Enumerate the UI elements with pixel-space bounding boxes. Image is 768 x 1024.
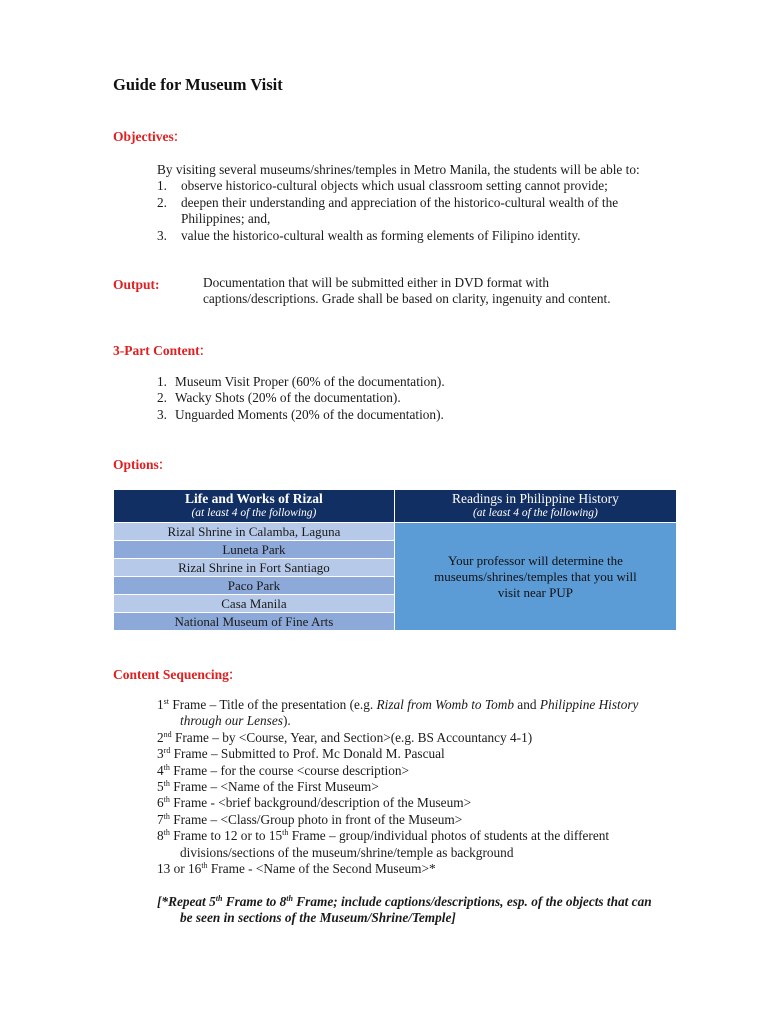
- list-text: observe historico-cultural objects which usual classroom setting cannot provide;: [181, 178, 608, 194]
- table-row: [114, 523, 677, 541]
- list-number: 2.: [157, 194, 167, 210]
- table-cell: Casa Manila: [114, 595, 395, 613]
- options-heading: [113, 456, 163, 474]
- frame-4: 4th Frame – for the course <course description>: [157, 762, 410, 778]
- frame-5: 5th Frame – <Name of the First Museum>: [157, 779, 379, 795]
- right-column-header: [394, 490, 676, 523]
- list-item: [157, 374, 657, 390]
- right-header-subtitle: (at least 4 of the following): [472, 507, 598, 519]
- list-text: Wacky Shots (20% of the documentation).: [175, 390, 401, 406]
- list-number: 3.: [157, 227, 167, 243]
- options-table: [113, 489, 677, 631]
- table-cell: Luneta Park: [114, 541, 395, 559]
- sequencing-heading: [113, 666, 233, 684]
- list-item: [157, 195, 677, 228]
- left-column-header: [114, 490, 395, 523]
- sequencing-list: [157, 697, 677, 877]
- output-line-2: captions/descriptions. Grade shall be based on clarity, ingenuity and content.: [203, 291, 611, 307]
- right-column-cell: [394, 523, 676, 631]
- list-text: Museum Visit Proper (60% of the documentation).: [175, 374, 445, 389]
- frame-13: 13 or 16th Frame - <Name of the Second Museum>*: [157, 861, 436, 877]
- table-cell: Rizal Shrine in Fort Santiago: [114, 559, 395, 577]
- frame-8: 8th Frame to 12 or to 15th Frame – group/individual photos of students at the different: [157, 828, 610, 844]
- options-label: Options: [113, 457, 159, 472]
- objectives-label: Objectives: [113, 129, 174, 144]
- table-cell: Rizal Shrine in Calamba, Laguna: [114, 523, 395, 541]
- objectives-intro: By visiting several museums/shrines/temples in Metro Manila, the students will be able to:: [157, 162, 640, 177]
- frame-1-continuation: through our Lenses).: [180, 713, 291, 729]
- list-number: 1.: [157, 374, 167, 389]
- frame-6: 6th Frame - <brief background/description of the Museum>: [157, 795, 472, 811]
- list-text: value the historico-cultural wealth as forming elements of Filipino identity.: [181, 227, 581, 243]
- three-part-block: [157, 374, 657, 423]
- objectives-list: [157, 178, 677, 244]
- left-header-title: Life and Works of Rizal: [185, 491, 323, 506]
- three-part-colon: :: [199, 342, 205, 359]
- list-number: 2.: [157, 390, 167, 406]
- list-text-continuation: Philippines; and,: [181, 211, 271, 227]
- frame-1: 1st Frame – Title of the presentation (e.g. Rizal from Womb to Tomb and Philippine History: [157, 697, 639, 712]
- objectives-colon: :: [173, 128, 179, 145]
- options-colon: :: [158, 456, 164, 473]
- list-item: [157, 178, 677, 194]
- objectives-heading: [113, 128, 178, 146]
- right-cell-text: Your professor will determine the museums/shrines/temples that you will visit near PUP: [434, 552, 637, 600]
- output-heading: [113, 276, 160, 294]
- list-item: [157, 228, 677, 244]
- sequencing-colon: :: [228, 666, 234, 683]
- frame-3: 3rd Frame – Submitted to Prof. Mc Donald M. Pascual: [157, 746, 445, 762]
- sequencing-label: Content Sequencing: [113, 667, 229, 682]
- table-header-row: [114, 490, 677, 523]
- list-text: deepen their understanding and appreciation of the historico-cultural wealth of the: [181, 194, 619, 210]
- table-cell: Paco Park: [114, 577, 395, 595]
- table-cell: National Museum of Fine Arts: [114, 613, 395, 631]
- right-header-title: Readings in Philippine History: [451, 491, 619, 506]
- frame-8-continuation: divisions/sections of the museum/shrine/temple as background: [180, 844, 514, 860]
- three-part-label: 3-Part Content: [113, 343, 200, 358]
- list-item: [157, 407, 657, 423]
- frame-7: 7th Frame – <Class/Group photo in front of the Museum>: [157, 811, 463, 827]
- list-number: 1.: [157, 178, 167, 194]
- output-block: [203, 275, 683, 308]
- repeat-note-line-2: be seen in sections of the Museum/Shrine/Temple]: [180, 910, 456, 926]
- repeat-note-line-1: [*Repeat 5th Frame to 8th Frame; include captions/descriptions, esp. of the objects that can: [157, 894, 652, 909]
- list-number: 3.: [157, 406, 167, 422]
- output-label: Output:: [113, 277, 160, 292]
- objectives-block: [157, 162, 677, 244]
- three-part-heading: [113, 342, 204, 360]
- left-header-subtitle: (at least 4 of the following): [191, 507, 317, 519]
- list-item: [157, 390, 657, 406]
- frame-2: 2nd Frame – by <Course, Year, and Section>(e.g. BS Accountancy 4-1): [157, 729, 533, 745]
- page-title: Guide for Museum Visit: [113, 75, 283, 94]
- output-line-1: Documentation that will be submitted either in DVD format with: [203, 275, 550, 290]
- repeat-note: [157, 894, 677, 927]
- list-text: Unguarded Moments (20% of the documentation).: [175, 406, 444, 422]
- three-part-list: [157, 374, 657, 423]
